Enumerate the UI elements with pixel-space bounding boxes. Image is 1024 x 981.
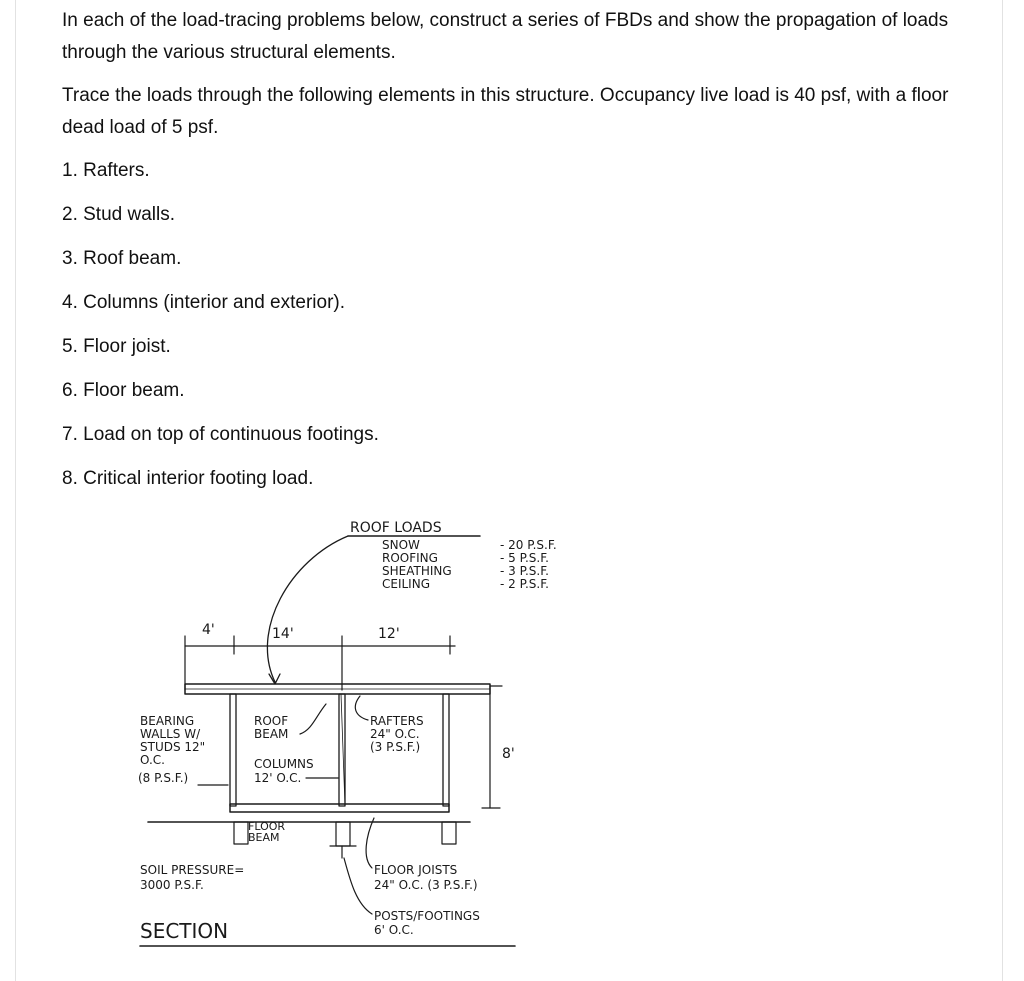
- rafters-label: 24" O.C.: [370, 727, 420, 741]
- roof-load-name: SHEATHING: [382, 564, 452, 578]
- roof-beam-label: ROOF: [254, 714, 289, 728]
- posts-label: POSTS/FOOTINGS: [374, 909, 480, 923]
- bearing-walls-label: STUDS 12": [140, 740, 206, 754]
- list-item: 5. Floor joist.: [62, 336, 171, 357]
- rafters-label: RAFTERS: [370, 714, 424, 728]
- list-item: 1. Rafters.: [62, 160, 150, 181]
- soil-pressure-label: 3000 P.S.F.: [140, 878, 204, 892]
- posts-label: 6' O.C.: [374, 923, 414, 937]
- roof-load-value: - 5 P.S.F.: [500, 551, 549, 565]
- roof-load-value: - 2 P.S.F.: [500, 577, 549, 591]
- bearing-walls-label: (8 P.S.F.): [138, 771, 189, 785]
- problem-statement: Trace the loads through the following elements in this structure. Occupancy live load is 40 psf, with a floor dead load of 5 psf.: [62, 85, 949, 138]
- problem-text: [62, 5, 972, 507]
- roof-load-name: ROOFING: [382, 551, 438, 565]
- dim-mid: 14': [272, 626, 294, 642]
- section-drawing: [130, 510, 590, 960]
- bearing-walls-label: BEARING: [140, 714, 195, 728]
- floor-beam-label: BEAM: [248, 831, 280, 844]
- element-list: [62, 155, 972, 507]
- roof-beam-label: BEAM: [254, 727, 289, 741]
- dim-right: 12': [378, 626, 400, 642]
- list-item: 3. Roof beam.: [62, 248, 182, 269]
- columns-label: 12' O.C.: [254, 771, 302, 785]
- floor-joists-label: 24" O.C. (3 P.S.F.): [374, 878, 478, 892]
- dim-height: 8': [502, 746, 515, 762]
- roof-load-name: SNOW: [382, 538, 420, 552]
- roof-load-name: CEILING: [382, 577, 430, 591]
- list-item: 2. Stud walls.: [62, 204, 175, 225]
- bearing-walls-label: WALLS W/: [140, 727, 201, 741]
- floor-beam-label: FLOOR: [248, 820, 286, 833]
- list-item: 8. Critical interior footing load.: [62, 468, 314, 489]
- section-title: SECTION: [140, 919, 229, 943]
- intro-paragraph: In each of the load-tracing problems below, construct a series of FBDs and show the propagation of loads through the various structural elements.: [62, 10, 949, 63]
- dim-left: 4': [202, 622, 215, 638]
- list-item: 4. Columns (interior and exterior).: [62, 292, 345, 313]
- rafters-label: (3 P.S.F.): [370, 740, 421, 754]
- floor-joists-label: FLOOR JOISTS: [374, 863, 458, 877]
- list-item: 7. Load on top of continuous footings.: [62, 424, 379, 445]
- roof-loads-title: ROOF LOADS: [350, 520, 442, 536]
- bearing-walls-label: O.C.: [140, 753, 165, 767]
- soil-pressure-label: SOIL PRESSURE=: [140, 863, 245, 877]
- roof-load-value: - 20 P.S.F.: [500, 538, 557, 552]
- roof-load-value: - 3 P.S.F.: [500, 564, 549, 578]
- list-item: 6. Floor beam.: [62, 380, 185, 401]
- section-sketch: [130, 510, 590, 960]
- columns-label: COLUMNS: [254, 757, 314, 771]
